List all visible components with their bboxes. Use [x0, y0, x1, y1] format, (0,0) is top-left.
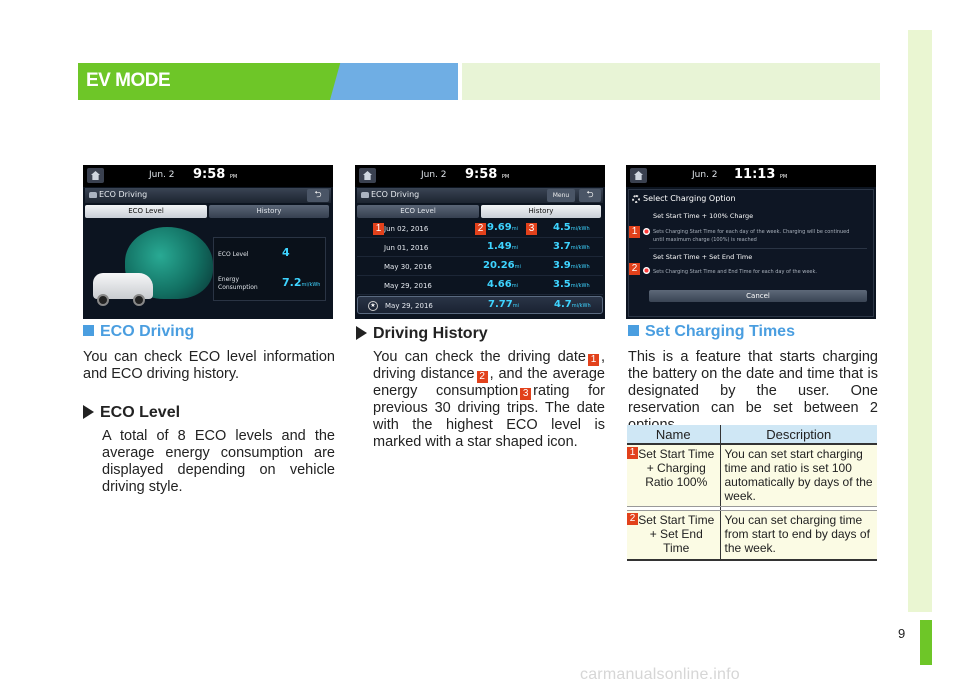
square-bullet-icon — [628, 325, 639, 336]
status-time: 9:58 PM — [465, 167, 510, 182]
tab-eco-level: ECO Level — [85, 205, 207, 218]
row2-desc: You can set charging time from start to end by days of the week. — [720, 510, 877, 560]
row1-name: 1 Set Start Time + Charging Ratio 100% — [627, 444, 720, 506]
marker-2: 2 — [477, 371, 488, 383]
eco-driving-heading: ECO Driving — [83, 323, 194, 341]
set-charging-heading: Set Charging Times — [628, 323, 795, 341]
row1-desc: You can set start charging time and ratio is set 100 automatically by days of the week. — [720, 444, 877, 506]
row-date: May 29, 2016 — [384, 282, 432, 290]
radio-icon — [643, 267, 650, 274]
eco-level-body: A total of 8 ECO levels and the average energy consumption are displayed depending on vehicle driving style. — [102, 428, 335, 495]
header-accent — [330, 63, 458, 100]
history-row — [357, 258, 603, 276]
history-row — [357, 277, 603, 295]
row-energy: 4.5mi/kWh — [553, 222, 590, 233]
row-distance: 20.26mi — [483, 260, 521, 271]
wheel-graphic — [97, 294, 109, 306]
tab-history: History — [209, 205, 329, 218]
col-name-header: Name — [627, 425, 720, 444]
row-date: May 29, 2016 — [385, 302, 433, 310]
option-1-desc: Sets Charging Start Time for each day of the week. Charging will be continued until maximum charge (100%) is reached — [653, 229, 850, 243]
marker-1: 1 — [629, 226, 640, 238]
row-distance: 1.49mi — [487, 241, 518, 252]
status-date: Jun. 2 — [421, 170, 447, 180]
home-icon — [87, 168, 104, 183]
table-row — [627, 510, 877, 560]
history-row — [357, 239, 603, 257]
eco-driving-intro: You can check ECO level information and ECO driving history. — [83, 349, 335, 382]
page-number: 9 — [898, 626, 906, 641]
home-icon — [630, 168, 647, 183]
row-date: Jun 02, 2016 — [384, 225, 429, 233]
row-distance: 7.77mi — [488, 299, 519, 310]
eco-info-panel — [213, 237, 326, 301]
eco-level-screenshot — [83, 165, 333, 319]
watermark: carmanualsonline.info — [580, 666, 740, 683]
row-distance: 4.66mi — [487, 279, 518, 290]
screen-title: ECO Driving — [371, 190, 420, 199]
star-icon: ★ — [368, 301, 378, 311]
row-date: May 30, 2016 — [384, 263, 432, 271]
status-time: 9:58 PM — [193, 167, 238, 182]
driving-history-screenshot — [355, 165, 605, 319]
dialog-title: Select Charging Option — [643, 194, 736, 203]
eco-level-value: 4 — [282, 246, 290, 259]
screen-title: ECO Driving — [99, 190, 148, 199]
set-charging-intro: This is a feature that starts charging the battery on the date and time that is designated by the user. One reservation can be set between 2 — [628, 349, 878, 416]
side-tab-strip — [908, 30, 932, 612]
section-title: EV MODE — [86, 70, 171, 91]
marker-1: 1 — [373, 223, 384, 235]
row-date: Jun 01, 2016 — [384, 244, 429, 252]
charging-options-table — [627, 425, 877, 561]
marker-2: 2 — [629, 263, 640, 275]
row-energy: 3.9mi/kWh — [553, 260, 590, 271]
energy-label: Energy Consumption — [218, 276, 258, 291]
triangle-bullet-icon — [356, 326, 367, 340]
wheel-graphic — [133, 294, 145, 306]
header-extension — [462, 63, 880, 100]
tab-eco-level: ECO Level — [357, 205, 479, 218]
eco-level-heading: ECO Level — [83, 404, 180, 422]
marker-1: 1 — [588, 354, 599, 366]
option-1-label: Set Start Time + 100% Charge — [653, 212, 754, 220]
energy-value: 7.2mi/kWh — [282, 276, 321, 289]
status-time: 11:13 PM — [734, 167, 788, 182]
eco-level-label: ECO Level — [218, 251, 249, 258]
car-icon — [89, 192, 97, 198]
radio-icon — [643, 228, 650, 235]
row-energy: 3.5mi/kWh — [553, 279, 590, 290]
option-2-label: Set Start Time + Set End Time — [653, 253, 753, 261]
option-2-desc: Sets Charging Start Time and End Time for each day of the week. — [653, 269, 817, 275]
status-date: Jun. 2 — [149, 170, 175, 180]
side-tab-marker — [920, 620, 932, 665]
col-desc-header: Description — [720, 425, 877, 444]
row-energy: 3.7mi/kWh — [553, 241, 590, 252]
driving-history-body: You can check the driving date 1 , driving distance 2 , and the average energy consumption 3 rating for previous 30 driving trips. The date with the highest ECO level is marked with a star shaped icon. — [373, 349, 605, 450]
home-icon — [359, 168, 376, 183]
marker-1: 1 — [627, 447, 638, 459]
charging-option-dialog — [628, 189, 874, 317]
back-button: ⮌ — [307, 189, 329, 202]
marker-2: 2 — [627, 513, 638, 525]
back-button: ⮌ — [579, 189, 601, 202]
square-bullet-icon — [83, 325, 94, 336]
table-row — [627, 444, 877, 506]
history-row-best — [357, 296, 603, 314]
status-date: Jun. 2 — [692, 170, 718, 180]
cancel-button: Cancel — [649, 290, 867, 302]
marker-3: 3 — [520, 388, 531, 400]
driving-history-heading: Driving History — [356, 325, 488, 343]
row-distance: 9.69mi — [487, 222, 518, 233]
gear-icon — [632, 195, 640, 203]
row-energy: 4.7mi/kWh — [554, 299, 591, 310]
menu-button: Menu — [547, 189, 575, 202]
row2-name: 2 Set Start Time + Set End Time — [627, 510, 720, 560]
car-icon — [361, 192, 369, 198]
marker-2: 2 — [475, 223, 486, 235]
charging-option-screenshot — [626, 165, 876, 319]
tab-history: History — [481, 205, 601, 218]
marker-3: 3 — [526, 223, 537, 235]
triangle-bullet-icon — [83, 405, 94, 419]
